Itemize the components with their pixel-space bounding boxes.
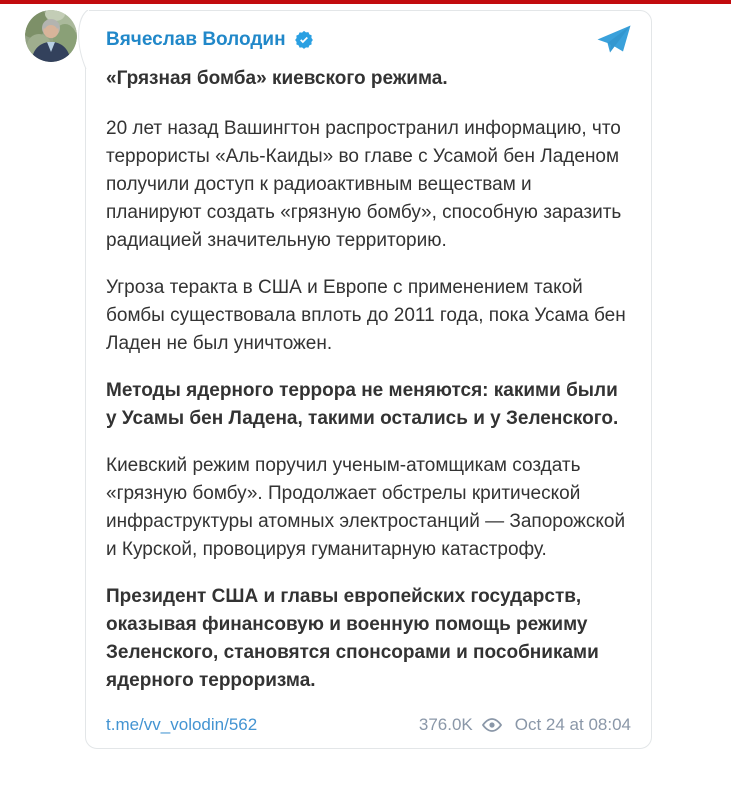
paragraph: Президент США и главы европейских государств, оказывая финансовую и военную помощь режиму Зеленского, становятся спонсорами и пособниками ядерного терроризма. xyxy=(106,586,599,691)
avatar[interactable] xyxy=(25,10,77,62)
top-accent-bar xyxy=(0,0,731,4)
bubble-tail xyxy=(75,10,89,70)
post-header xyxy=(106,25,631,55)
post-title: «Грязная бомба» киевского режима. xyxy=(106,68,448,89)
verified-badge-icon xyxy=(294,30,314,50)
post-date: Oct 24 at 08:04 xyxy=(514,715,631,734)
paragraph: Угроза теракта в США и Европе с применением такой бомбы существовала вплоть до 2011 года, пока Усама бен Ладен не был уничтожен. xyxy=(106,277,626,354)
paragraph: 20 лет назад Вашингтон распространил информацию, что террористы «Аль-Каиды» во главе с Усамой бен Ладеном получили доступ к радиоактивным веществам и планируют создать «грязную бомбу», способную заразить радиацией значительную территорию. xyxy=(106,118,622,251)
post-permalink[interactable]: t.me/vv_volodin/562 xyxy=(106,715,258,734)
views-count: 376.0K xyxy=(418,715,473,734)
post-footer xyxy=(106,714,631,736)
paragraph: Методы ядерного террора не меняются: какими были у Усамы бен Ладена, такими остались и у Зеленского. xyxy=(106,380,619,429)
message-bubble xyxy=(85,10,652,749)
telegram-plane-icon[interactable] xyxy=(597,25,631,55)
avatar-photo xyxy=(25,10,77,62)
eye-icon xyxy=(481,717,503,733)
post-meta xyxy=(419,714,631,736)
paragraph: Киевский режим поручил ученым-атомщикам создать «грязную бомбу». Продолжает обстрелы критической инфраструктуры атомных электростанций — Запорожской и Курской, провоцируя гуманитарную катастрофу. xyxy=(106,455,626,560)
author-name-link[interactable]: Вячеслав Володин xyxy=(106,29,286,50)
